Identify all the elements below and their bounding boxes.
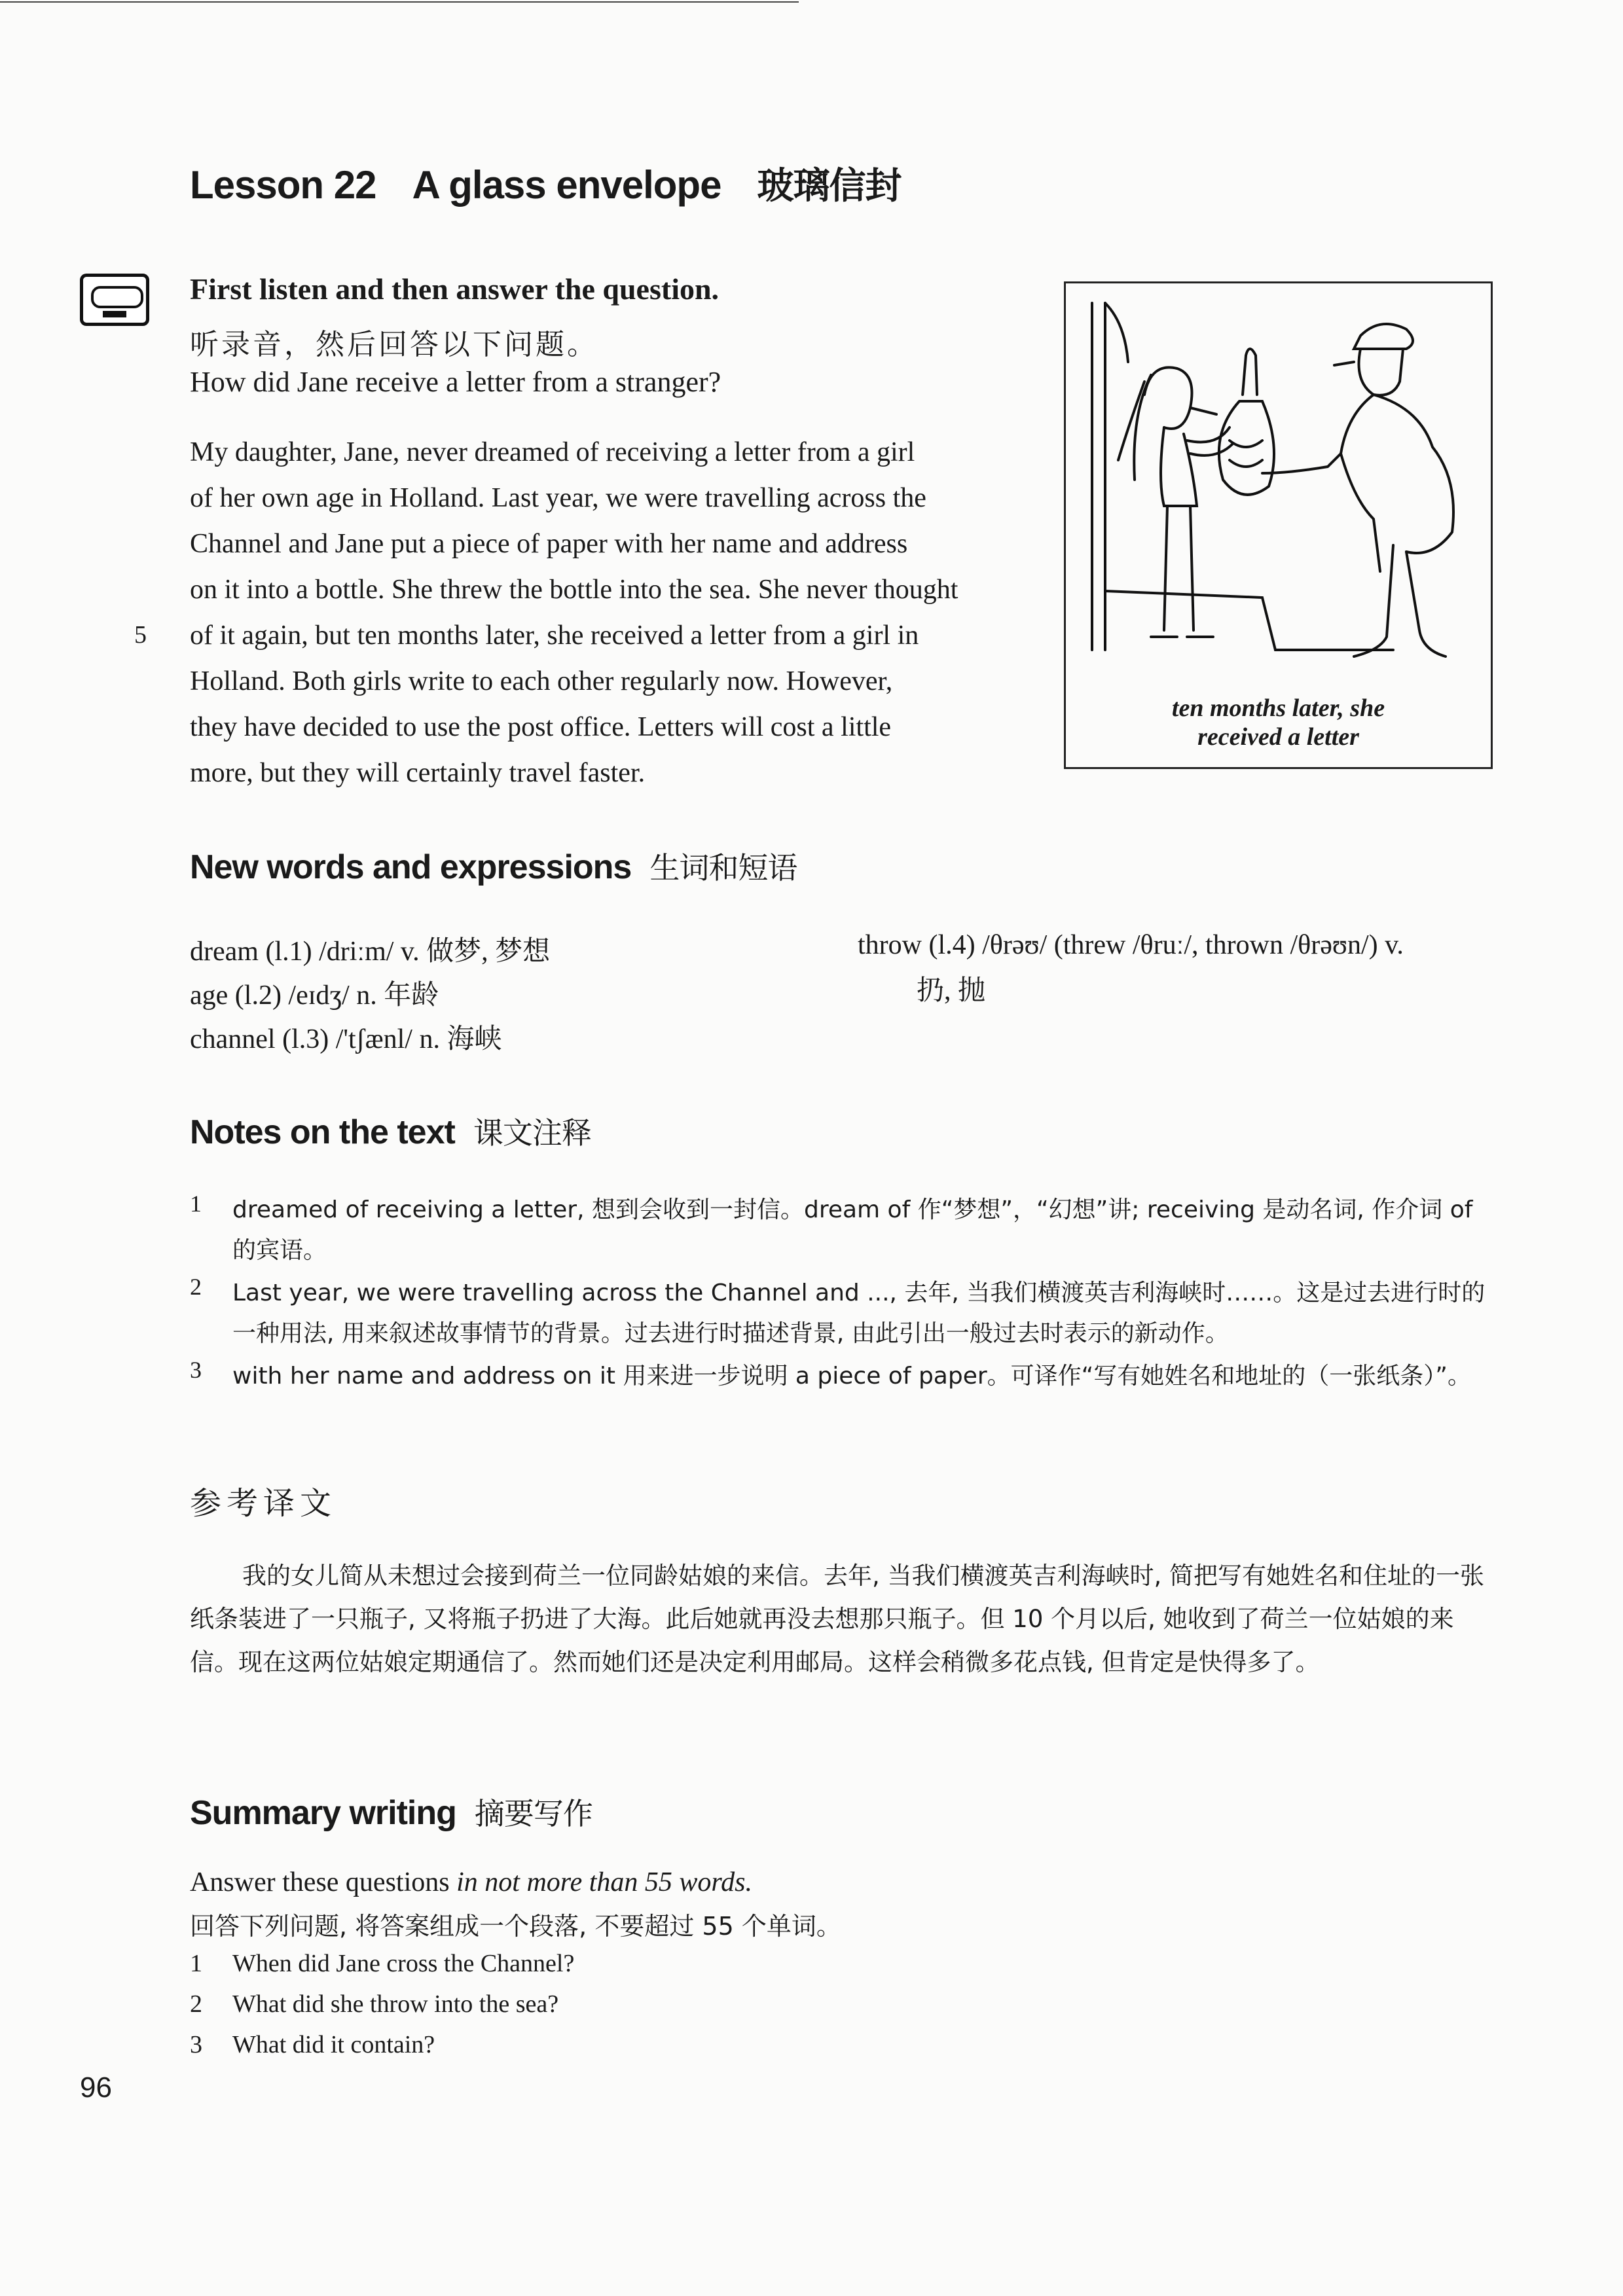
new-words-heading <box>190 844 797 888</box>
listen-instruction-zh: 听录音，然后回答以下问题。 <box>190 328 598 361</box>
notes-heading-zh: 课文注释 <box>473 1115 591 1151</box>
vocab-item: age (l.2) /eɪdʒ/ n. 年龄 <box>190 980 439 1011</box>
reference-text: 我的女儿简从未想过会接到荷兰一位同龄姑娘的来信。去年, 当我们横渡英吉利海峡时, 简把写有她姓名和住址的一张纸条装进了一只瓶子, 又将瓶子扔进了大海。此后她就再没去想那只瓶子。但 10 个月以后, 她收到了荷兰一位姑娘的来信。现在这两位姑娘定期通信了。然而她们还是决定利用邮局。这样会稍微多花点钱, 但肯定是快得多了。 <box>190 1562 1485 1676</box>
caption-line: ten months later, she <box>1171 694 1385 722</box>
listen-question: How did Jane receive a letter from a stranger? <box>190 366 721 398</box>
note-number: 3 <box>190 1357 202 1383</box>
passage-line: more, but they will certainly travel faster. <box>190 758 646 788</box>
reference-heading: 参考译文 <box>190 1485 337 1522</box>
lesson-title-zh: 玻璃信封 <box>757 165 902 207</box>
summary-question-number: 3 <box>190 2031 202 2058</box>
summary-question-number: 1 <box>190 1950 202 1977</box>
note-number: 1 <box>190 1191 202 1217</box>
summary-instruction-zh: 回答下列问题, 将答案组成一个段落, 不要超过 55 个单词。 <box>190 1912 841 1941</box>
notes-heading <box>190 1109 591 1153</box>
summary-heading <box>190 1790 593 1833</box>
summary-instruction-text: Answer these questions <box>190 1867 457 1897</box>
summary-heading-en: Summary writing <box>190 1794 456 1832</box>
caption-line: received a letter <box>1197 723 1359 751</box>
listen-instruction-en: First listen and then answer the question. <box>190 272 720 306</box>
note-number: 2 <box>190 1274 202 1300</box>
passage-line: Channel and Jane put a piece of paper with her name and address <box>190 529 908 559</box>
vocab-item: dream (l.1) /driːm/ v. 做梦, 梦想 <box>190 937 551 967</box>
summary-question: What did it contain? <box>232 2031 435 2058</box>
new-words-heading-en: New words and expressions <box>190 848 632 886</box>
lesson-number: Lesson 22 <box>190 163 376 207</box>
lesson-title-en: A glass envelope <box>412 163 721 207</box>
lesson-heading <box>190 157 937 209</box>
passage-line: of it again, but ten months later, she received a letter from a girl in <box>190 620 919 651</box>
summary-question: What did she throw into the sea? <box>232 1990 559 2018</box>
passage-line: My daughter, Jane, never dreamed of receiving a letter from a girl <box>190 437 915 467</box>
illustration-caption <box>1064 694 1493 751</box>
notes-heading-en: Notes on the text <box>190 1113 455 1151</box>
vocab-item-meaning: 扔, 抛 <box>917 976 986 1006</box>
passage <box>190 429 1002 796</box>
summary-question: When did Jane cross the Channel? <box>232 1950 575 1977</box>
passage-line: of her own age in Holland. Last year, we were travelling across the <box>190 483 926 513</box>
vocab-item: channel (l.3) /'tʃænl/ n. 海峡 <box>190 1024 502 1054</box>
line-number-marker: 5 <box>134 621 147 649</box>
passage-line: they have decided to use the post office. Letters will cost a little <box>190 712 892 742</box>
note-text: Last year, we were travelling across the Channel and ..., 去年, 当我们横渡英吉利海峡时……。这是过去进行时的一种用法, 用来叙述故事情节的背景。过去进行时描述背景, 由此引出一般过去时表示的新动作。 <box>232 1280 1486 1347</box>
summary-instruction-en <box>190 1867 752 1898</box>
summary-heading-zh: 摘要写作 <box>474 1796 593 1831</box>
cassette-tape-icon <box>80 274 149 326</box>
new-words-heading-zh: 生词和短语 <box>649 850 797 886</box>
vocab-item: throw (l.4) /θrəʊ/ (threw /θruː/, thrown /θrəʊn/) v. <box>858 930 1404 960</box>
summary-instruction-emphasis: in not more than 55 words. <box>456 1867 753 1897</box>
top-rule <box>0 1 799 3</box>
page-number: 96 <box>80 2072 112 2104</box>
summary-question-number: 2 <box>190 1990 202 2018</box>
passage-line: on it into a bottle. She threw the bottle into the sea. She never thought <box>190 575 958 605</box>
note-text: with her name and address on it 用来进一步说明 a piece of paper。可译作“写有她姓名和地址的（一张纸条）”。 <box>232 1363 1471 1390</box>
note-text: dreamed of receiving a letter, 想到会收到一封信。dream of 作“梦想”，“幻想”讲; receiving 是动名词, 作介词 of 的宾语。 <box>232 1196 1473 1264</box>
passage-line: Holland. Both girls write to each other regularly now. However, <box>190 666 893 696</box>
